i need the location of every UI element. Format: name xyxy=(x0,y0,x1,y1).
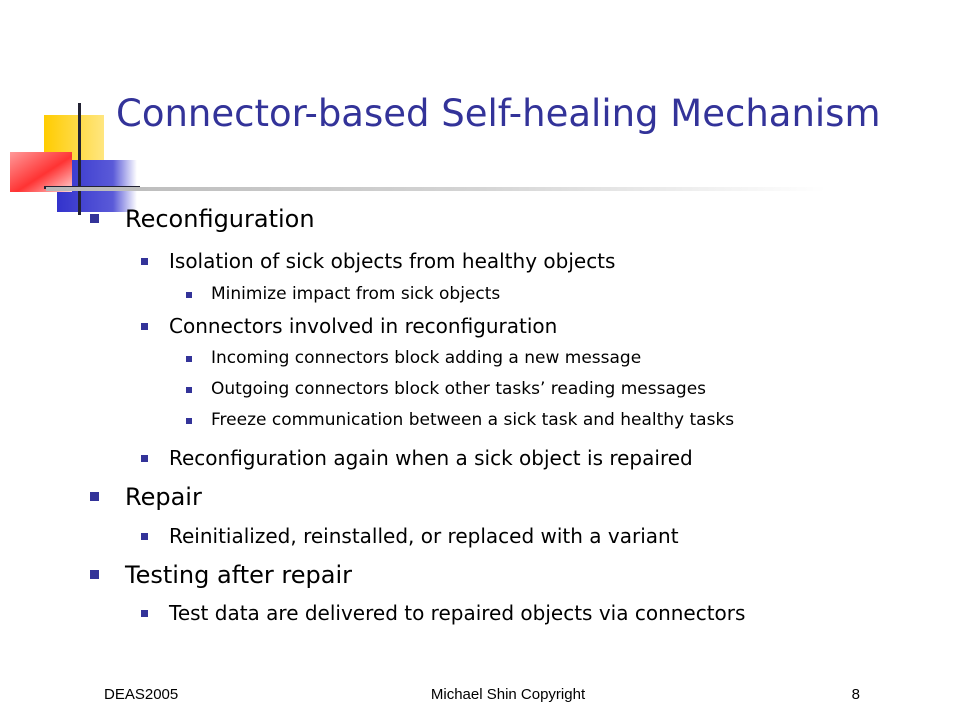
vertical-line xyxy=(78,103,81,215)
list-item-text: Reconfiguration again when a sick object is repaired xyxy=(169,446,693,470)
square-bullet-icon xyxy=(141,258,148,265)
list-item-text: Testing after repair xyxy=(125,561,352,589)
list-item-text: Freeze communication between a sick task and healthy tasks xyxy=(211,410,735,430)
square-bullet-icon xyxy=(186,356,192,362)
square-bullet-icon xyxy=(186,387,192,393)
square-bullet-icon xyxy=(141,533,148,540)
square-bullet-icon xyxy=(186,418,192,424)
footer-copyright: Michael Shin Copyright xyxy=(430,686,586,703)
list-item-text: Test data are delivered to repaired objects via connectors xyxy=(169,601,746,625)
square-bullet-icon xyxy=(186,292,192,298)
list-item-text: Reinitialized, reinstalled, or replaced with a variant xyxy=(169,524,679,548)
title-divider xyxy=(46,187,826,191)
page-number: 8 xyxy=(851,686,860,703)
square-bullet-icon xyxy=(90,492,99,501)
list-item-text: Connectors involved in reconfiguration xyxy=(169,314,558,338)
list-item-text: Minimize impact from sick objects xyxy=(211,284,501,304)
square-bullet-icon xyxy=(141,610,148,617)
square-bullet-icon xyxy=(90,214,99,223)
list-item-text: Isolation of sick objects from healthy objects xyxy=(169,249,616,273)
square-bullet-icon xyxy=(141,323,148,330)
list-item-text: Repair xyxy=(125,483,202,511)
slide-title: Connector-based Self-healing Mechanism xyxy=(116,92,881,135)
list-item-text: Outgoing connectors block other tasks’ reading messages xyxy=(211,379,707,399)
list-item-text: Incoming connectors block adding a new message xyxy=(211,348,642,368)
square-bullet-icon xyxy=(141,455,148,462)
square-bullet-icon xyxy=(90,570,99,579)
footer-left-text: DEAS2005 xyxy=(104,686,179,703)
list-item-text: Reconfiguration xyxy=(125,205,315,233)
